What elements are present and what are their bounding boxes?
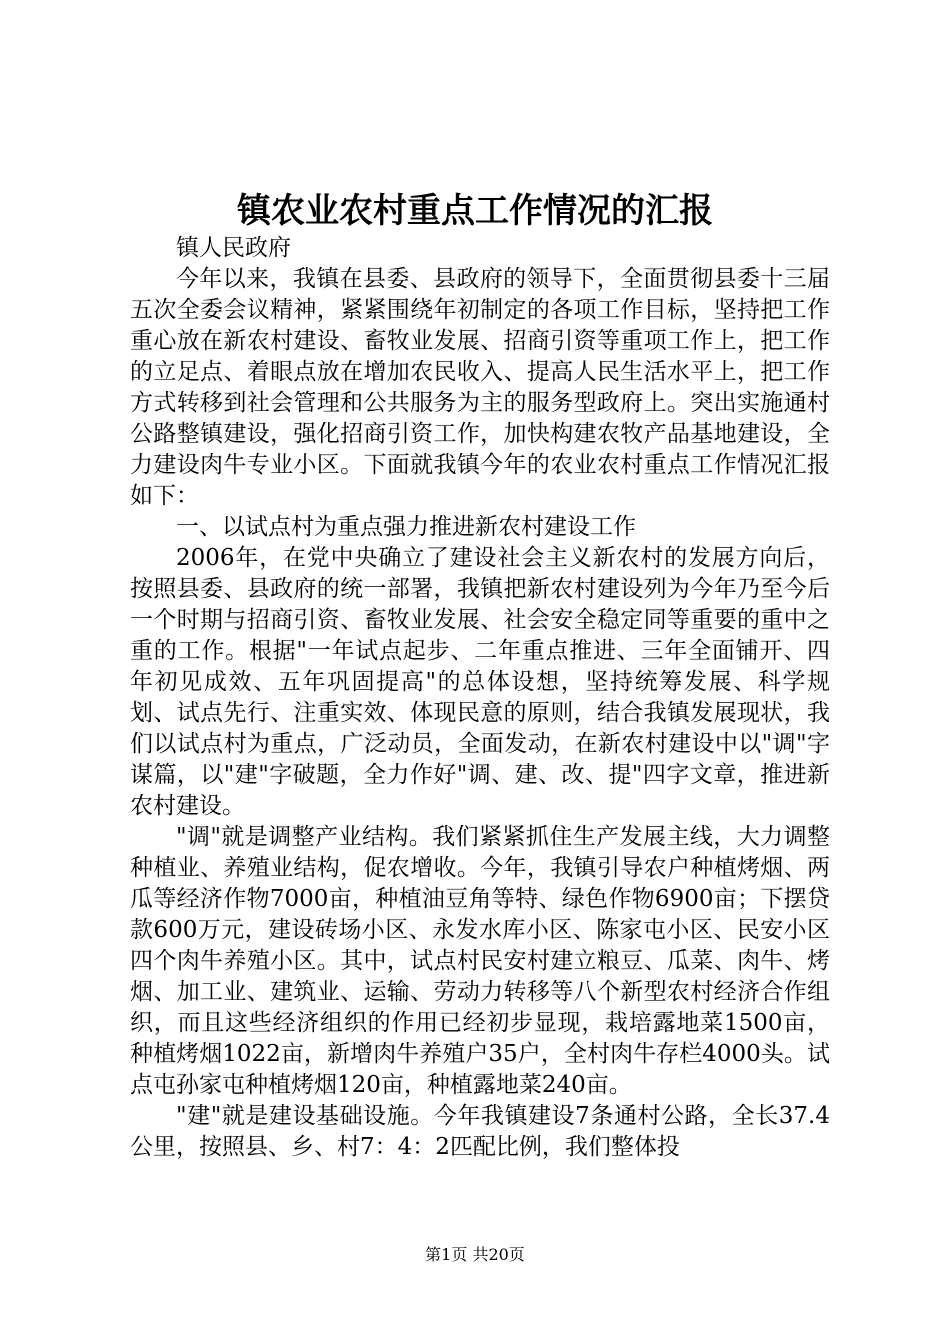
document-title: 镇农业农村重点工作情况的汇报 <box>237 191 713 231</box>
body-paragraph: 2006年，在党中央确立了建设社会主义新农村的发展方向后，按照县委、县政府的统一部署，我镇把新农村建设列为今年乃至今后一个时期与招商引资、畜牧业发展、社会安全稳定同等重要的重中之重的工作。根据"一年试点起步、二年重点推进、三年全面铺开、四年初见成效、五年巩固提高"的总体设想，坚持统筹发展、科学规划、试点先行、注重实效、体现民意的原则，结合我镇发展现状，我们以试点村为重点，广泛动员，全面发动，在新农村建设中以"调"字谋篇，以"建"字破题，全力作好"调、建、改、提"四字文章，推进新农村建设。 <box>130 545 830 819</box>
document-body <box>130 233 830 1163</box>
page-number-footer: 第1页 共20页 <box>425 1245 525 1264</box>
body-paragraph: "调"就是调整产业结构。我们紧紧抓住生产发展主线，大力调整种植业、养殖业结构，促农增收。今年，我镇引导农户种植烤烟、两瓜等经济作物7000亩，种植油豆角等特、绿色作物6900亩；下摆贷款600万元，建设砖场小区、永发水库小区、陈家屯小区、民安小区四个肉牛养殖小区。其中，试点村民安村建立粮豆、瓜菜、肉牛、烤烟、加工业、建筑业、运输、劳动力转移等八个新型农村经济合作组织，而且这些经济组织的作用已经初步显现，栽培露地菜1500亩，种植烤烟1022亩，新增肉牛养殖户35户，全村肉牛存栏4000头。试点屯孙家屯种植烤烟120亩，种植露地菜240亩。 <box>130 824 830 1098</box>
body-paragraph: "建"就是建设基础设施。今年我镇建设7条通村公路，全长37.4公里，按照县、乡、村7：4：2匹配比例，我们整体投 <box>130 1103 830 1160</box>
body-paragraph: 今年以来，我镇在县委、县政府的领导下，全面贯彻县委十三届五次全委会议精神，紧紧围绕年初制定的各项工作目标，坚持把工作重心放在新农村建设、畜牧业发展、招商引资等重项工作上，把工作的立足点、着眼点放在增加农民收入、提高人民生活水平上，把工作方式转移到社会管理和公共服务为主的服务型政府上。突出实施通村公路整镇建设，强化招商引资工作，加快构建农牧产品基地建设，全力建设肉牛专业小区。下面就我镇今年的农业农村重点工作情况汇报如下： <box>130 266 830 509</box>
section-heading: 一、以试点村为重点强力推进新农村建设工作 <box>176 514 636 540</box>
addressee-line: 镇人民政府 <box>176 235 291 261</box>
